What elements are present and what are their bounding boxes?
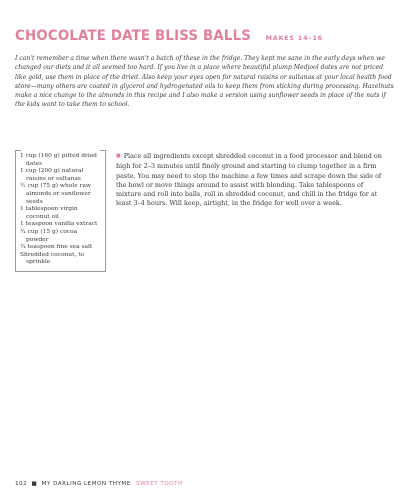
ingredient-item: 1 cup (160 g) pitted dried dates <box>20 153 97 167</box>
ingredient-item: 1 teaspoon vanilla extract <box>20 221 98 228</box>
recipe-header <box>15 28 323 44</box>
square-bullet-icon: ■ <box>116 153 121 159</box>
ingredients-box <box>15 150 106 272</box>
ingredient-item: Shredded coconut, to sprinkle <box>20 251 85 266</box>
ingredient-item: ½ cup (75 g) whole raw almonds or sunflower seeds <box>20 183 91 205</box>
ingredient-item: ¼ cup (15 g) cocoa powder <box>20 228 78 243</box>
recipe-yield: MAKES 14–16 <box>265 34 323 42</box>
recipe-intro: I can't remember a time when there wasn't a batch of these in the fridge. They kept me sane in the early days when we changed our diets and it all seemed too hard. If you live in a place where beautiful plump Medjool dates are not priced like gold, use them in place of the dried. Also keep your eyes open for natural raisins or sultanas at your local health food store—many others are coated in glycerol and hydrogenated oils to keep them from sticking during processing. Hazelnuts make a nice change to the almonds in this recipe and I also make a version using sunflower seeds in place of the nuts if the kids want to take them to school. <box>15 55 394 109</box>
ingredient-item: ¼ teaspoon fine sea salt <box>20 244 93 251</box>
footer-separator-icon: ■ <box>31 481 38 487</box>
page-number: 102 <box>15 481 28 487</box>
recipe-title: CHOCOLATE DATE BLISS BALLS <box>15 28 252 44</box>
method-text <box>116 152 386 209</box>
section-name: SWEET TOOTH <box>136 481 183 487</box>
page-footer <box>15 481 183 487</box>
method-paragraph: Place all ingredients except shredded coconut in a food processor and blend on high for 2–3 minutes until finely ground and starting to clump together in a firm paste. You may need to stop the machine a few times and scrape down the side of the bowl or move things around to assist with blending. Take tablespoons of mixture and roll into balls, roll in shredded coconut, and chill in the fridge for at least 3–4 hours. Will keep, airtight, in the fridge for well over a week. <box>116 152 382 208</box>
book-title: MY DARLING LEMON THYME <box>41 481 131 487</box>
ingredient-item: 1 cup (200 g) natural raisins or sultanas <box>20 168 84 182</box>
ingredient-item: 1 tablespoon virgin coconut oil <box>20 206 78 220</box>
